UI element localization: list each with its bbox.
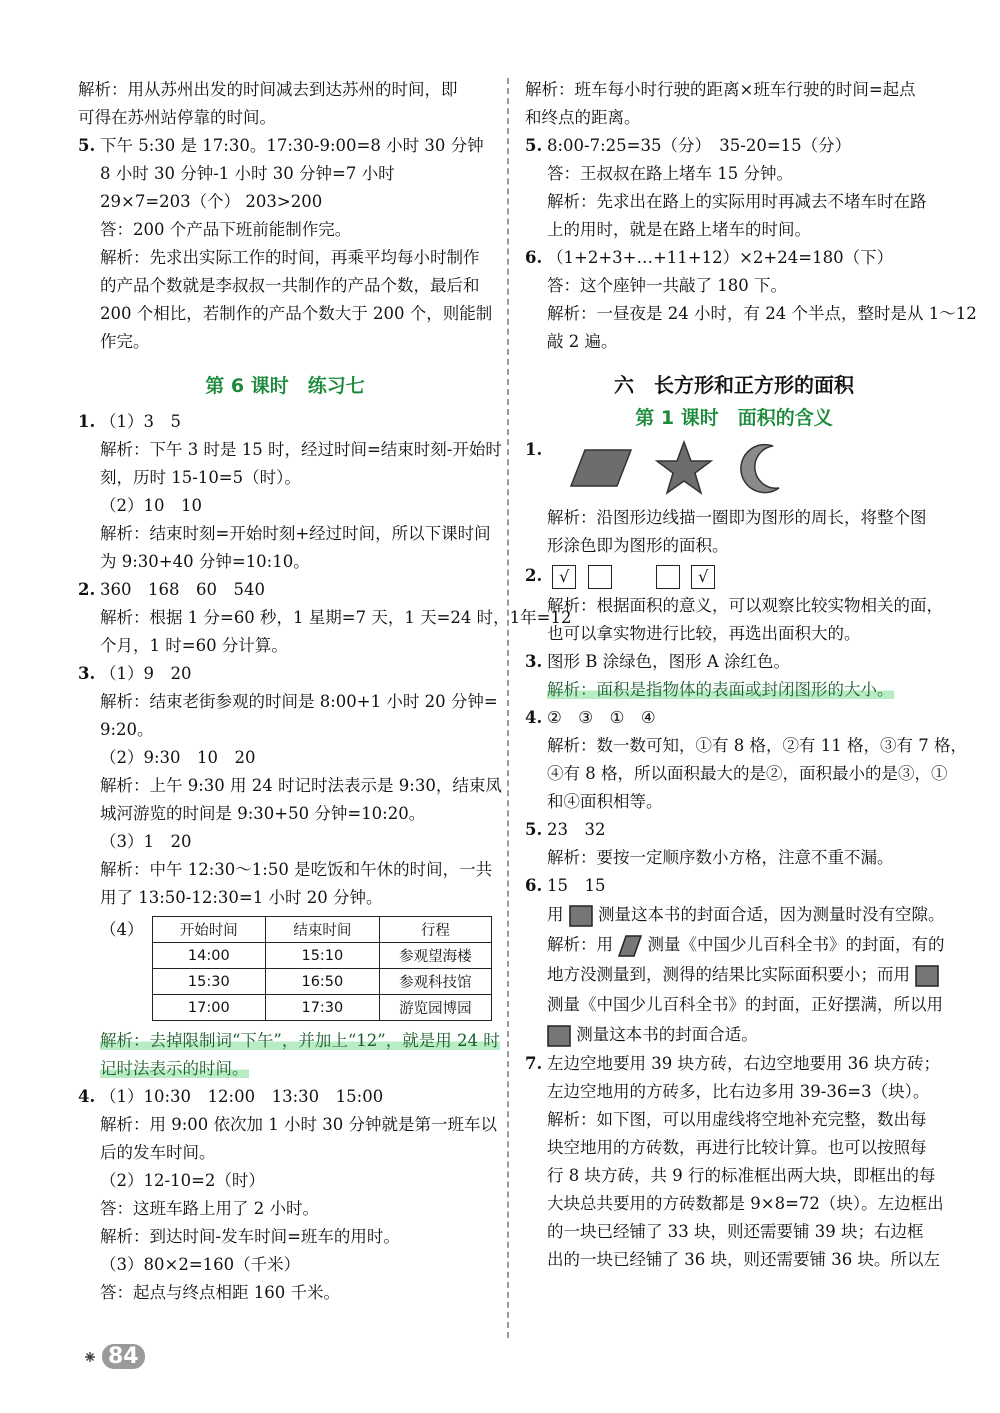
- question-number: 2.: [78, 580, 96, 599]
- question-number: 4.: [78, 1087, 96, 1106]
- answer-line: 答：起点与终点相距 160 千米。: [100, 1283, 340, 1302]
- question-number: 3.: [525, 652, 543, 671]
- analysis-line: 城河游览的时间是 9:30+50 分钟=10:20。: [100, 804, 426, 823]
- answer-line: 左边空地用的方砖多，比右边多用 39-36=3（块）。: [547, 1082, 930, 1101]
- question-number: 5.: [525, 136, 543, 155]
- question-number: 6.: [525, 248, 543, 267]
- star-shape-icon: [655, 440, 713, 496]
- table-row: [152, 943, 492, 969]
- table-cell: 17:00: [152, 995, 266, 1021]
- analysis-line: 的一块已经铺了 33 块，则还需要铺 39 块；右边框: [547, 1222, 924, 1241]
- question-2: [78, 576, 572, 660]
- schedule-table: [152, 916, 493, 1021]
- answer-line: ② ③ ① ④: [547, 708, 656, 727]
- answer-line: 答：200 个产品下班前能制作完。: [100, 220, 352, 239]
- answer-line: （3）80×2=160（千米）: [100, 1255, 301, 1274]
- table-header: 结束时间: [266, 917, 380, 943]
- column-divider: [507, 78, 509, 1338]
- analysis-line: 出的一块已经铺了 36 块，则还需要铺 36 块。所以左: [547, 1250, 940, 1269]
- problem-1: [525, 440, 943, 560]
- table-row: [152, 969, 492, 995]
- answer-line: （1+2+3+…+11+12）×2+24=180（下）: [547, 248, 894, 267]
- answer-line: 8 小时 30 分钟-1 小时 30 分钟=7 小时: [100, 164, 395, 183]
- analysis-line: 解析：根据面积的意义，可以观察比较实物相关的面，: [547, 596, 943, 615]
- problem-7: [525, 1050, 943, 1274]
- analysis-line: 为 9:30+40 分钟=10:10。: [100, 552, 310, 571]
- right-column: [525, 76, 977, 1274]
- analysis-line: 个月，1 时=60 分计算。: [100, 636, 288, 655]
- analysis-line: 解析：下午 3 时是 15 时，经过时间=结束时刻-开始时: [100, 440, 502, 459]
- analysis-line: 解析：到达时间-发车时间=班车的用时。: [100, 1227, 400, 1246]
- analysis-line: 解析：结束时刻=开始时刻+经过时间，所以下课时间: [100, 524, 491, 543]
- analysis-line: 解析：中午 12:30～1:50 是吃饭和午休的时间，一共: [100, 860, 493, 879]
- problem-2: [525, 560, 943, 648]
- analysis-line: 形涂色即为图形的面积。: [547, 536, 729, 555]
- intro-line: 和终点的距离。: [525, 108, 641, 127]
- table-header: 行程: [379, 917, 491, 943]
- checked-box: √: [552, 565, 576, 589]
- highlighted-analysis: 解析：去掉限制词“下午”，并加上“12”，就是用 24 时: [100, 1031, 500, 1050]
- problem-4: [525, 704, 967, 816]
- checked-box: √: [691, 565, 715, 589]
- analysis-line: 后的发车时间。: [100, 1143, 216, 1162]
- question-number: 2.: [525, 566, 543, 585]
- analysis-line: 解析：要按一定顺序数小方格，注意不重不漏。: [547, 848, 894, 867]
- analysis-line: 大块总共要用的方砖数都是 9×8=72（块）。左边框出: [547, 1194, 944, 1213]
- question-4: [78, 1083, 498, 1307]
- square-tile-icon: [915, 965, 939, 987]
- analysis-line: 9:20。: [100, 720, 154, 739]
- table-cell: 17:30: [266, 995, 380, 1021]
- table-row: [152, 995, 492, 1021]
- empty-box: [588, 565, 612, 589]
- square-tile-icon: [547, 1025, 571, 1047]
- answer-line: 360 168 60 540: [100, 580, 265, 599]
- analysis-line: 解析：结束老街参观的时间是 8:00+1 小时 20 分钟=: [100, 692, 498, 711]
- answer-line: （2）10 10: [100, 496, 202, 515]
- answer-line: （3）1 20: [100, 832, 192, 851]
- analysis-line: 解析：一昼夜是 24 小时，有 24 个半点，整时是从 1～12: [547, 304, 977, 323]
- analysis-line: 解析：上午 9:30 用 24 时记时法表示是 9:30，结束凤: [100, 776, 502, 795]
- analysis-line: 敲 2 遍。: [547, 332, 618, 351]
- answer-line: 23 32: [547, 820, 606, 839]
- section-title: 第 1 课时 面积的含义: [635, 407, 833, 429]
- table-cell: 15:30: [152, 969, 266, 995]
- analysis-text: 测量这本书的封面合适。: [576, 1025, 758, 1044]
- question-6: [525, 244, 977, 356]
- analysis-line: 解析：沿图形边线描一圈即为图形的周长，将整个图: [547, 508, 927, 527]
- answer-line: 图形 B 涂绿色，图形 A 涂红色。: [547, 652, 791, 671]
- table-cell: 游览园博园: [379, 995, 491, 1021]
- question-number: 1.: [78, 412, 96, 431]
- question-number: 5.: [78, 136, 96, 155]
- analysis-text: 测量《中国少儿百科全书》的封面，有的: [647, 935, 945, 954]
- answer-line: 答：王叔叔在路上堵车 15 分钟。: [547, 164, 793, 183]
- question-number: 7.: [525, 1054, 543, 1073]
- question-5: [525, 132, 943, 244]
- analysis-line: 解析：用 9:00 依次加 1 小时 30 分钟就是第一班车以: [100, 1115, 498, 1134]
- intro-line: 可得在苏州站停靠的时间。: [78, 108, 276, 127]
- question-number: 6.: [525, 876, 543, 895]
- table-cell: 参观科技馆: [379, 969, 491, 995]
- answer-line: （1）9 20: [100, 664, 192, 683]
- analysis-line: 200 个相比，若制作的产品个数大于 200 个，则能制: [100, 304, 493, 323]
- analysis-line: 解析：先求出在路上的实际用时再减去不堵车时在路: [547, 192, 927, 211]
- answer-line: 下午 5:30 是 17:30。17:30-9:00=8 小时 30 分钟: [100, 136, 484, 155]
- highlighted-analysis: 记时法表示的时间。: [100, 1059, 249, 1078]
- analysis-line: 解析：先求出实际工作的时间，再乘平均每小时制作: [100, 248, 480, 267]
- highlighted-analysis: 解析：面积是指物体的表面或封闭图形的大小。: [547, 680, 894, 699]
- table-cell: 14:00: [152, 943, 266, 969]
- parallelogram-tile-icon: [618, 935, 642, 957]
- problem-6: [525, 872, 943, 1050]
- question-number: 3.: [78, 664, 96, 683]
- analysis-line: 也可以拿实物进行比较，再选出面积大的。: [547, 624, 861, 643]
- page-number-text: 84: [102, 1344, 145, 1369]
- analysis-line: ④有 8 格，所以面积最大的是②，面积最小的是③，①: [547, 764, 948, 783]
- left-column: [78, 76, 572, 1307]
- answer-line: 答：这个座钟一共敲了 180 下。: [547, 276, 787, 295]
- square-tile-icon: [569, 905, 593, 927]
- intro-line: 解析：班车每小时行驶的距离×班车行驶的时间=起点: [525, 80, 916, 99]
- analysis-line: 的产品个数就是李叔叔一共制作的产品个数，最后和: [100, 276, 480, 295]
- question-number: 4.: [525, 708, 543, 727]
- analysis-line: 刻，历时 15-10=5（时）。: [100, 468, 301, 487]
- question-number: 1.: [525, 440, 543, 459]
- question-3: [78, 660, 502, 1083]
- answer-line: （2）9:30 10 20: [100, 748, 256, 767]
- answer-line: 8:00-7:25=35（分） 35-20=15（分）: [547, 136, 852, 155]
- analysis-text: 地方没测量到，测得的结果比实际面积要小；而用: [547, 965, 910, 984]
- table-label: （4）: [100, 920, 144, 939]
- table-cell: 15:10: [266, 943, 380, 969]
- answer-line: （1）10:30 12:00 13:30 15:00: [100, 1087, 384, 1106]
- schedule-block: [100, 916, 492, 1021]
- page-number: [84, 1344, 145, 1369]
- analysis-line: 用了 13:50-12:30=1 小时 20 分钟。: [100, 888, 383, 907]
- answer-line: （1）3 5: [100, 412, 181, 431]
- answer-text: 测量这本书的封面合适，因为测量时没有空隙。: [598, 905, 945, 924]
- analysis-line: 测量《中国少儿百科全书》的封面，正好摆满，所以用: [547, 995, 943, 1014]
- analysis-text: 解析：用: [547, 935, 613, 954]
- answer-line: 29×7=203（个） 203>200: [100, 192, 323, 211]
- analysis-line: 解析：根据 1 分=60 秒，1 星期=7 天，1 天=24 时，1年=12: [100, 608, 572, 627]
- problem-3: [525, 648, 943, 704]
- section-title: 第 6 课时 练习七: [205, 375, 365, 397]
- crescent-moon-shape-icon: [735, 440, 787, 496]
- analysis-line: 上的用时，就是在路上堵车的时间。: [547, 220, 811, 239]
- problem-5: [525, 816, 943, 872]
- table-cell: 参观望海楼: [379, 943, 491, 969]
- unit-title: 六 长方形和正方形的面积: [614, 373, 854, 397]
- empty-box: [656, 565, 680, 589]
- answer-text: 用: [547, 905, 564, 924]
- analysis-line: 行 8 块方砖，共 9 行的标准框出两大块，即框出的每: [547, 1166, 936, 1185]
- parallelogram-shape-icon: [569, 446, 633, 490]
- analysis-line: 解析：如下图，可以用虚线将空地补充完整，数出每: [547, 1110, 927, 1129]
- intro-line: 解析：用从苏州出发的时间减去到达苏州的时间，即: [78, 80, 458, 99]
- question-5: [78, 132, 492, 356]
- analysis-line: 和④面积相等。: [547, 792, 663, 811]
- answer-line: （2）12-10=2（时）: [100, 1171, 265, 1190]
- answer-line: 左边空地要用 39 块方砖，右边空地要用 36 块方砖；: [547, 1054, 940, 1073]
- asterisk-icon: [84, 1351, 96, 1363]
- question-1: [78, 408, 502, 576]
- answer-line: 答：这班车路上用了 2 小时。: [100, 1199, 319, 1218]
- table-cell: 16:50: [266, 969, 380, 995]
- question-number: 5.: [525, 820, 543, 839]
- shape-row: [525, 440, 943, 496]
- analysis-line: 解析：数一数可知，①有 8 格，②有 11 格，③有 7 格，: [547, 736, 967, 755]
- table-header: 开始时间: [152, 917, 266, 943]
- analysis-line: 作完。: [100, 332, 150, 351]
- answer-line: 15 15: [547, 876, 606, 895]
- analysis-line: 块空地用的方砖数，再进行比较计算。也可以按照每: [547, 1138, 927, 1157]
